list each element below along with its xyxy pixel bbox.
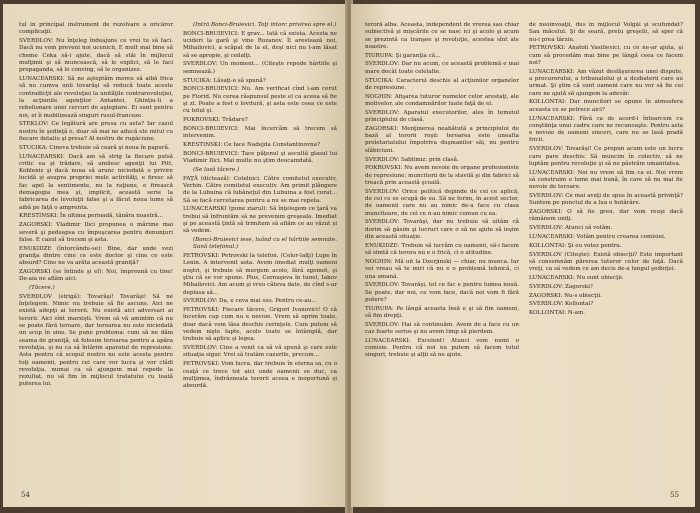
right-page-number: 55 [670, 491, 679, 499]
dialogue-paragraph: LUNACEARSKI: Nu sunt obiecţii. [529, 275, 624, 281]
dialogue-paragraph: BONCI-BRUIEVICI: Tace păţenul şi ascultă glasul lui Vladimir Ilici. Mai multe nu ştim deocamdată. [183, 150, 337, 165]
dialogue-paragraph: TIURUPA: Şi garanţia că... [365, 52, 441, 59]
dialogue-paragraph: SVERDLOV: Tovarăşi, tot ce fac e pentru lumea nouă. Se poate, dar noi, ce vom face, dacă noi vom fi fără putere? [365, 282, 519, 303]
dialogue-paragraph: SVERDLOV (Citeşte): Există obiecţii? Este important să consemnăm părerea tuturor celor de faţă. Dacă vreţi, ca să vedem ce am decis de-a lungul şedinţei. [529, 251, 683, 273]
dialogue-paragraph: NOGHIN: Afişarea tuturor numelor celor arestaţi, ale motivelor, ale condamnărilor luate faţă de ei. [365, 93, 519, 107]
dialogue-paragraph: ZAGORSKI: Vladimir Ilici propunea o mărime mai severă şi pedeapsa cu împuşcarea pentru denunţuri false. E cazul să trecem şi asta. [19, 222, 173, 243]
dialogue-paragraph: SVERDLOV: Dar nu acum, ce această problemă e mai mare decât toate celelalte. [365, 61, 519, 75]
dialogue-paragraph: POKROVSKI: Nu avem nevoie de organe profesioniste de represiune; muncitorii de la stavilă şi din fabrici să treacă prin această şcoală. [365, 165, 519, 186]
left-page [3, 4, 347, 507]
dialogue-paragraph: LUNACEARSKI: Noi nu vrem să fim ca ei. Noi vrem să construim o lume mai bună, în care să nu mai fie nevoie de teroare. [529, 169, 683, 191]
dialogue-paragraph: KOLLONTAI: N-am. [529, 310, 586, 317]
right-page-column-1 [365, 22, 519, 492]
dialogue-paragraph: SVERDLOV: Nu înţeleg îndeajuns ce vrei tu să faci. Dacă nu vom preveni noi ucenicii, E mult mai bine să cheme Ceka să-i ajute, dacă să stăi în mijlocul mulţimii şi să muncească, să le explici, să le faci propaganda, să le conving, să le organizez. [19, 38, 173, 74]
dialogue-paragraph: SVERDLOV: Atunci să votăm. [529, 225, 613, 232]
dialogue-paragraph: SVERDLOV (strigă): Tovarăşi! Tovarăşi! Să ne înţelegem. Nimic nu trebuie să fie ascuns. Aici ne există adepţi ai terorii. Nu există aici adversari ai terorii. Aici sînt marxişti. Vrem să vă amintim că nu se poate fără teroare, dar teroarea nu este niciodată un scop în sine. Se pune problema: cum să ne dăm seama de graniţă, să folosim teroarea pentru a apăra revoluţia, şi nu ca să întărim aparatul de represiune. Asta pentru că scopul nostru nu este acesta pentru toţi oamenii, pentru cei care vor lucra şi vor clădi revoluţia, numai ca să ajungem mai repede la rezultat, nu să fim în mijlocul tratatului cu toată puterea lui. [19, 293, 173, 388]
dialogue-paragraph: KRESTINSKI: În ultima perioadă, tânăra noastră... [19, 213, 164, 220]
left-page-column-2 [183, 22, 337, 492]
right-page [351, 4, 695, 507]
dialogue-paragraph: STUCIKA: Caracterul deschis al acţiunilor organelor de represiune. [365, 77, 519, 91]
stage-direction: (Se lasă tăcere.) [193, 166, 240, 173]
dialogue-paragraph: SVERDLOV: Un moment... (Citeşte repede hârtiile şi semnează.) [183, 61, 337, 75]
dialogue-paragraph: LUNACEARSKI: Dacă am să strig la fiecare pulsă critic ea şi trădare, să umilesc agenţii lui Pitt, Kobleniz şi dacă noua să arunc niciodată o privire lucidă şi asupra propriei mele activităţi, e firesc să fac apel la sentimente, nu la raţiune, e firească demagogia mea şi, implicit, această serie la fabricarea de levoluţii false şi a făcut noua lume să aibă pe faţă o amprenta. [19, 153, 173, 211]
dialogue-paragraph: KRESTINSKI: Ce face Nadejda Constantinovna? [183, 141, 320, 148]
dialogue-paragraph: SVERDLOV: Tovarăşi! Ce propun acum este un lucru care pare deschis: Să muncim în colectiv, să ne luptăm pentru revoluţie şi să ne păstrăm umanitatea. [529, 146, 683, 167]
dialogue-paragraph: SVERDLOV: Cine a venit ca să vă spună şi care este situaţia sigur. Vrei să tratăm cazurile, precum... [183, 345, 337, 359]
dialogue-paragraph: LUNACEARSKI (pune ziarul): Să înţelegem ce ţară va trebui să înfruntăm să ne prevenim greşeala. Imediat şi pe această ţintă să trimitem să aflăm ce au văzut şi să vedem. [183, 206, 337, 235]
dialogue-paragraph: SVERDLOV: Kollontai? [529, 301, 594, 308]
dialogue-paragraph: ENUKIDZE: Trebuie să lucrăm cu oamenii, să-i facem să simtă că terora nu e o frică, ci o atitudine. [365, 242, 519, 257]
stage-direction: (Intră Bonci-Bruievici. Toţi întorc privirea spre el.) [193, 22, 337, 28]
dialogue-paragraph: PETROVSKI: Petrovski la telefon. (Celor-lalţi) Lupe în Lenin. A intervenit asta. Avem imediat mulţi oameni noştri, şi trebuie să mergem acolo, fără zgomot, şi ştiu că se vor spune. Plus, Cernuşeva în tunel, Iakov Mihailovici. Am acum şi vreo câteva date, de cînd s-ar deplasa să... [183, 253, 337, 296]
dialogue-paragraph: ZAGORSKI (se întinde şi el): Noi, împreună cu tine! De-aia ne aflăm aici. [19, 269, 173, 283]
dialogue-paragraph: BONCI-BRUIEVICI: E grav... Iată că exista. Acesta ne ucideri la gară şi vine Rozanov. Îl arestează noi, Mihailovici, a scăpat de la el, deşi nici nu l-am lăsat să se apropie, şi ceilalţi. [183, 30, 337, 59]
dialogue-paragraph: ZAGORSKI: Nu-s obiecţii. [529, 292, 602, 299]
dialogue-paragraph: PETROVSKI: Vom lucra, dar trebuie în eterna sa, cu o ceaţă ce trece tot aici unde oamenii se duc, ca mulţimea, îndrăzneala terorii aceea e inoportună şi absurdă. [183, 361, 337, 390]
dialogue-paragraph: BONCI-BRUIEVICI: Nu. Am verificat cînd i-am cerut pe Fiorid. Nu cerea răspunsul peste el ca aceea să fie şi zi. Poate a fost o lovitură, şi asta este ceea ce este cu totul şi. [183, 86, 337, 115]
dialogue-paragraph: NOGHIN: Mă uit la Dzerjinski — chiar, nu munca. Iar vei vreau să te miri că nu e o problemă tehnică, ci una umană. [365, 258, 519, 280]
dialogue-paragraph: SVERDLOV: Hai să continuăm. Avem de a face cu un caz foarte serios şi nu avem timp să pierdem. [365, 321, 519, 336]
left-page-column-1 [19, 22, 173, 492]
stage-direction: (Bonci-Bruievici iese, luând cu el hârtiile semnate. Sună telefonul.) [193, 237, 337, 251]
dialogue-paragraph: KOLLONTAI: Şi eu votez pentru. [529, 242, 622, 249]
dialogue-paragraph: SVERDLOV: Sablimiz: prin clasă. [365, 156, 459, 163]
dialogue-paragraph: SVERDLOV: Ce mai aveţi de spus în această privinţă? Suntem pe punctul de a lua o hotărâre. [529, 193, 683, 207]
right-page-column-2 [529, 22, 683, 492]
dialogue-paragraph: tul în principal instrument de rezolvare a oricăror complicaţii. [19, 22, 173, 36]
dialogue-paragraph: STEKLOV: Ce legătură are presa cu asta? Iar cazul nostru în şedinţă e, doar să mai ne aducă ele mitul cu fiecare detaliu şi presa? Al nostru de rugăciune. [19, 121, 173, 142]
dialogue-paragraph: teroră alba. Aceasta, independent de vrerea sau chiar subiectivă şi mişcările ce se nasc ici şi acolo şi acum se prezintă ca tranşee şi revoluţie, acestea sînt ale noastre. [365, 22, 519, 50]
dialogue-paragraph: TIURUPA: Pe lângă aceasta însă e şi să fim oameni, să fim drepţi. [365, 305, 519, 319]
dialogue-paragraph: LUNACEARSKI: Să ne aşteptăm mereu să aibă frica să nu cumva unii tovarăşi să reducă toate aceste contradicţii ale revoluţiei la unităţile contrarevoluţiei, la acţiunile agenţilor Antantei, Ghinţiu-li a rebelionare unei cercuri de aşteptare. Ei sunt pentru noi, ei îi mobilizează singuri rusul-franceze. [19, 76, 173, 119]
dialogue-paragraph: LUNACEARSKI: Votăm pentru crearea comisiei. [529, 234, 666, 241]
dialogue-paragraph: SVERDLOV: Aparatul executorilor, ales în temeiul principiului de clasă. [365, 109, 519, 124]
dialogue-paragraph: PETROVSKI: Anatoli Vasilievici, cu ce ne-ar ajuta, şi cum să procedăm mai bine pe lângă ceea ce facem noi? [529, 45, 683, 66]
dialogue-paragraph: POKROVSKI: Trădare? [183, 117, 248, 124]
dialogue-paragraph: STUCIKA: Cineva trebuie să ceară şi noua în papură. [19, 144, 170, 151]
dialogue-paragraph: ZAGORSKI: O să fie greu, dar vom reuşi dacă rămânem uniţi. [529, 209, 683, 223]
dialogue-paragraph: BONCI-BRUIEVICI: Mai încercăm să trecem să intervenim. [183, 125, 337, 140]
dialogue-paragraph: SVERDLOV: Tovarăşi, dar nu trebuie să uităm că dorim să găsim şi lucruri care o să ne ajute să ieşim din această situaţie. [365, 219, 519, 241]
dialogue-paragraph: SVERDLOV: Zagorski? [529, 283, 593, 290]
dialogue-paragraph: STUCIKA: Lăsaţi-o să spună? [183, 77, 266, 84]
dialogue-paragraph: LUNACEARSKI: Excelent! Atunci vom numi o comisie. Pentru că noi nu putem să facem totul singuri, trebuie şi alţii să ne ajute. [365, 337, 519, 359]
dialogue-paragraph: LUNACEARSKI: Fără ca de acord-i întoarcem cu conştiinţa unui cadru care ne recunoaşte. Pentru asta e nevoie de oameni sinceri, care nu se lasă pradă fricii. [529, 115, 683, 144]
dialogue-paragraph: LUNACEARSKI: Am văzut desfăşurarea unei dispute, a procurorului, a tribunalului şi a dezbaterii care au urmat. Şi ştim că sunt oameni care nu vor să fie cei care ne ajută să ajungem la adevăr. [529, 68, 683, 97]
dialogue-paragraph: SVERDLOV: Orice politică depinde de cei ce aplică, de cei ce se ocupă de ea. Să ne ferim, în acest sector, de oamenii care nu au nimic de-a face cu clasa muncitoare, de cei ce n-au nimic comun cu ea. [365, 188, 519, 217]
dialogue-paragraph: ENUKIDZE (întorcându-se): Bine, dar unde vezi graniţa dintre cine ce este doctor şi cine ce este absurd? Cine ne va arăta această graniţă? [19, 245, 173, 267]
left-page-number: 54 [21, 491, 30, 499]
dialogue-paragraph: PETROVSKI: Fiecare tăcere, Grigori Ivanovici! O că încerăm cap cum nu e nevoie. Vrem să oprim toate, doar dacă vom lăsa deschis cerinţele. Cum putem să vedem nişte fapte, acolo toate se întâmplă, dar trebuie să aplice şi legea. [183, 307, 337, 343]
dialogue-paragraph: ZAGORSKI: Menţinerea neabătută a principiului de bază al terorii roşii: teroarea este unealta proletariatului împotriva duşmanilor săi, nu pentru slăbiciuni. [365, 125, 519, 154]
dialogue-paragraph: SVERDLOV: Da, e ceva mai sus. Pentru ce-au... [183, 298, 317, 305]
dialogue-paragraph: de neoinvoaţii, dus în mijlocul Volgăi şi scufundat? Sau măcelul. Şi de seară, prețu greşelii, să sper că nu-i prea târziu. [529, 22, 683, 43]
stage-direction: (Tăcere.) [29, 285, 55, 292]
dialogue-paragraph: KOLLONTAI: Dar muncitori se opune în atmosfera aceasta ce se petrece aici? [529, 99, 683, 113]
dialogue-paragraph: FAŢĂ (dictează): Cotelnici. Către comitetul executiv, Verhin. Către comitetul executiv. Am primit plângere de la Lubuina că lubăneţul din Lubuina a fost curat... Să se facă cercetarea pentru a nu se mai repeta. [183, 175, 337, 204]
